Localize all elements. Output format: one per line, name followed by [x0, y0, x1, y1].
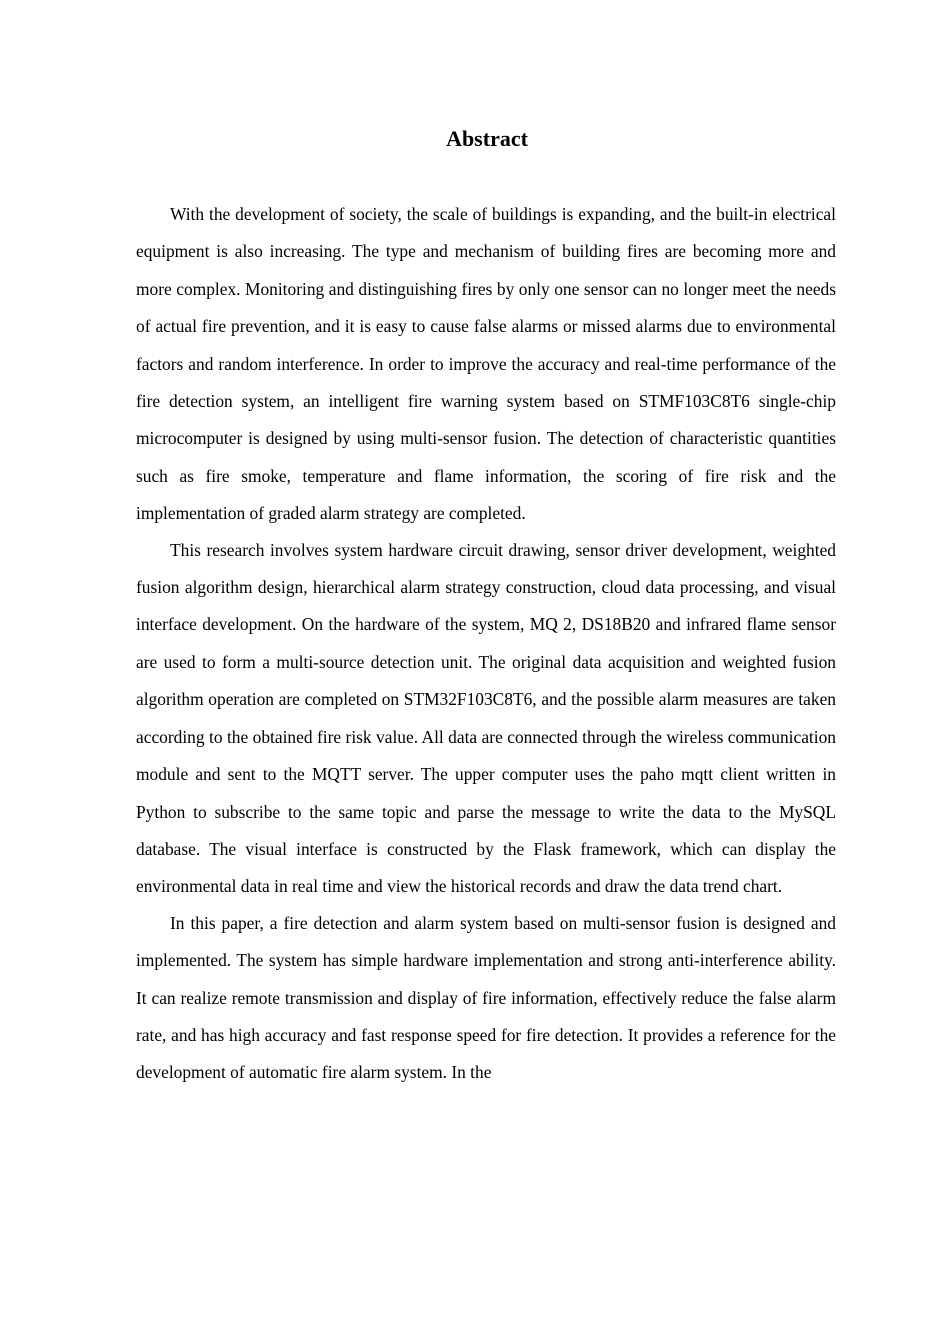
page-title: Abstract: [446, 126, 528, 151]
abstract-paragraph-3: In this paper, a fire detection and alarm system based on multi-sensor fusion is designed and implemented. The system has simple hardware implementation and strong anti-interference ability. It can realize remote transmission and display of fire information, effectively reduce the false alarm rate, and has high accuracy and fast response speed for fire detection. It provides a reference for the development of automatic fire alarm system. In the: [136, 912, 836, 1083]
abstract-paragraph-2: This research involves system hardware circuit drawing, sensor driver development, weighted fusion algorithm design, hierarchical alarm strategy construction, cloud data processing, and visual interface development. On the hardware of the system, MQ 2, DS18B20 and infrared flame sensor are used to form a multi-source detection unit. The original data acquisition and weighted fusion algorithm operation are completed on STM32F103C8T6, and the possible alarm measures are taken according to the obtained fire risk value. All data are connected through the wireless communication module and sent to the MQTT server. The upper computer uses the paho mqtt client written in Python to subscribe to the same topic and parse the message to write the data to the MySQL database. The visual interface is constructed by the Flask framework, which can display the environmental data in real time and view the historical records and draw the data trend chart.: [136, 539, 836, 897]
abstract-body: [136, 196, 836, 1092]
abstract-paragraph-1: With the development of society, the scale of buildings is expanding, and the built-in electrical equipment is also increasing. The type and mechanism of building fires are becoming more and more complex. Monitoring and distinguishing fires by only one sensor can no longer meet the needs of actual fire prevention, and it is easy to cause false alarms or missed alarms due to environmental factors and random interference. In order to improve the accuracy and real-time performance of the fire detection system, an intelligent fire warning system based on STMF103C8T6 single-chip microcomputer is designed by using multi-sensor fusion. The detection of characteristic quantities such as fire smoke, temperature and flame information, the scoring of fire risk and the implementation of graded alarm strategy are completed.: [136, 204, 836, 524]
